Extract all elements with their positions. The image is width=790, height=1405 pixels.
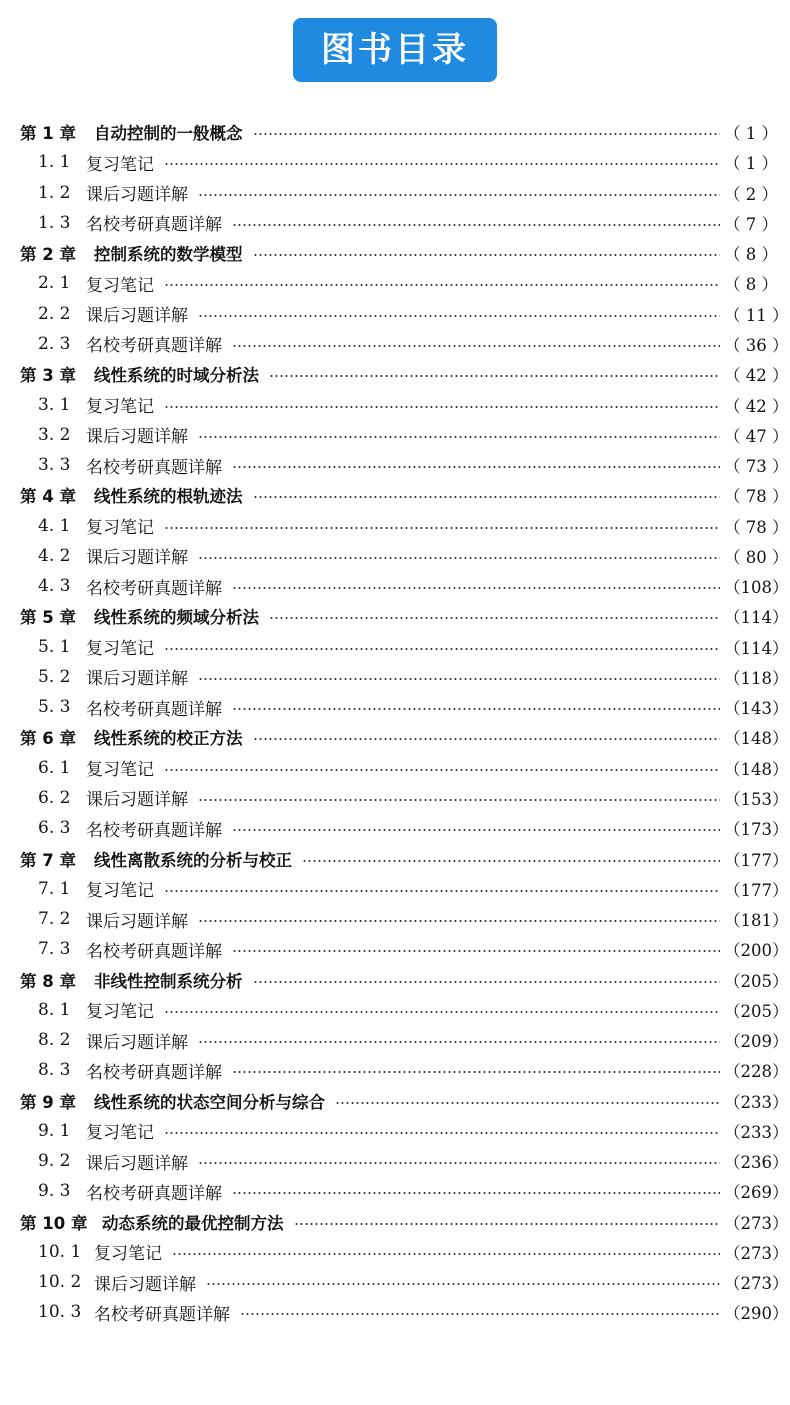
section-title: 课后习题详解 [86, 1032, 188, 1053]
dot-leader [232, 829, 720, 831]
dot-leader [253, 496, 721, 498]
dot-leader [232, 1192, 720, 1194]
dot-leader [172, 1253, 720, 1255]
section-number: 4. 1 [38, 515, 71, 536]
dot-leader [269, 617, 720, 619]
chapter-number: 第 7 章 [20, 850, 76, 870]
page-number: （177） [724, 880, 789, 900]
section-title: 复习笔记 [86, 881, 154, 902]
section-number: 3. 3 [38, 455, 71, 476]
section-number: 6. 3 [38, 818, 71, 839]
section-title: 复习笔记 [86, 397, 154, 418]
section-number: 1. 3 [38, 212, 71, 233]
dot-leader [164, 890, 720, 892]
page-number: （ 80 ） [724, 547, 789, 567]
toc-section-9-2[interactable] [20, 1146, 789, 1176]
chapter-number: 第 8 章 [20, 971, 76, 991]
chapter-title: 线性离散系统的分析与校正 [94, 850, 292, 870]
chapter-title: 线性系统的频域分析法 [94, 608, 259, 628]
page-title: 图书目录 [293, 18, 497, 82]
title-wrap [0, 18, 790, 82]
section-title: 课后习题详解 [86, 548, 188, 569]
page-number: （ 8 ） [724, 245, 778, 265]
dot-leader [198, 436, 720, 438]
dot-leader [269, 375, 720, 377]
chapter-number: 第 5 章 [20, 608, 76, 628]
section-number: 7. 3 [38, 939, 71, 960]
section-title: 复习笔记 [86, 275, 154, 296]
section-number: 5. 2 [38, 666, 71, 687]
chapter-title: 线性系统的校正方法 [94, 729, 243, 749]
section-number: 7. 2 [38, 909, 71, 930]
page-number: （273） [724, 1243, 789, 1263]
section-title: 名校考研真题详解 [86, 457, 222, 478]
section-number: 10. 2 [38, 1272, 82, 1293]
section-number: 1. 1 [38, 152, 71, 173]
page-number: （143） [724, 699, 789, 719]
section-title: 复习笔记 [86, 518, 154, 539]
page-number: （228） [724, 1062, 789, 1082]
toc-section-7-3[interactable] [20, 934, 789, 964]
page-number: （ 2 ） [724, 184, 778, 204]
page-number: （108） [724, 578, 789, 598]
chapter-title: 控制系统的数学模型 [94, 245, 243, 265]
toc-chapter-3[interactable] [20, 359, 789, 389]
page-number: （ 78 ） [724, 487, 789, 507]
page-number: （ 1 ） [724, 124, 778, 144]
chapter-title: 非线性控制系统分析 [94, 971, 243, 991]
toc-section-3-3[interactable] [20, 450, 789, 480]
toc-section-3-2[interactable] [20, 420, 789, 450]
chapter-title: 自动控制的一般概念 [94, 124, 243, 144]
section-number: 2. 2 [38, 303, 71, 324]
section-title: 复习笔记 [86, 760, 154, 781]
toc-chapter-1[interactable] [20, 117, 778, 147]
section-number: 10. 1 [38, 1241, 82, 1262]
section-number: 4. 2 [38, 545, 71, 566]
toc-section-4-1[interactable] [20, 510, 789, 540]
dot-leader [198, 1162, 720, 1164]
toc-section-2-3[interactable] [20, 329, 789, 359]
section-number: 10. 3 [38, 1302, 82, 1323]
dot-leader [198, 799, 720, 801]
toc-section-4-2[interactable] [20, 541, 789, 571]
chapter-title: 线性系统的根轨迹法 [94, 487, 243, 507]
page-number: （ 36 ） [724, 335, 789, 355]
section-title: 名校考研真题详解 [94, 1304, 230, 1325]
section-number: 9. 1 [38, 1120, 71, 1141]
toc-section-10-3[interactable] [20, 1297, 789, 1327]
toc-section-4-3[interactable] [20, 571, 789, 601]
toc-section-1-3[interactable] [20, 208, 778, 238]
page-number: （290） [724, 1304, 789, 1324]
dot-leader [240, 1313, 720, 1315]
toc-section-3-1[interactable] [20, 389, 789, 419]
page-number: （200） [724, 941, 789, 961]
dot-leader [164, 769, 720, 771]
section-title: 课后习题详解 [86, 185, 188, 206]
dot-leader [232, 587, 720, 589]
dot-leader [232, 345, 720, 347]
chapter-number: 第 4 章 [20, 487, 76, 507]
section-number: 5. 1 [38, 636, 71, 657]
dot-leader [294, 1223, 721, 1225]
page-number: （236） [724, 1153, 789, 1173]
page-number: （ 42 ） [724, 396, 789, 416]
page-number: （ 73 ） [724, 457, 789, 477]
section-title: 复习笔记 [86, 639, 154, 660]
table-of-contents [20, 117, 789, 1328]
page-number: （209） [724, 1032, 789, 1052]
toc-chapter-8[interactable] [20, 964, 789, 994]
section-title: 名校考研真题详解 [86, 941, 222, 962]
dot-leader [302, 860, 720, 862]
section-title: 课后习题详解 [86, 911, 188, 932]
page-number: （ 42 ） [724, 366, 789, 386]
section-title: 课后习题详解 [86, 669, 188, 690]
page-number: （205） [724, 1001, 789, 1021]
chapter-title: 线性系统的时域分析法 [94, 366, 259, 386]
toc-section-6-1[interactable] [20, 753, 789, 783]
toc-section-8-3[interactable] [20, 1055, 789, 1085]
toc-section-5-2[interactable] [20, 662, 789, 692]
page-number: （273） [724, 1274, 789, 1294]
page-number: （ 47 ） [724, 426, 789, 446]
dot-leader [164, 648, 720, 650]
section-title: 名校考研真题详解 [86, 215, 222, 236]
page-number: （181） [724, 911, 789, 931]
toc-chapter-4[interactable] [20, 480, 789, 510]
dot-leader [232, 1071, 720, 1073]
page-number: （148） [724, 729, 789, 749]
toc-section-2-2[interactable] [20, 299, 789, 329]
section-number: 4. 3 [38, 576, 71, 597]
toc-section-8-2[interactable] [20, 1025, 789, 1055]
toc-chapter-5[interactable] [20, 601, 789, 631]
section-title: 课后习题详解 [94, 1274, 196, 1295]
dot-leader [253, 981, 721, 983]
section-number: 3. 1 [38, 394, 71, 415]
page-number: （118） [724, 668, 789, 688]
section-number: 6. 1 [38, 757, 71, 778]
dot-leader [253, 133, 721, 135]
dot-leader [253, 738, 721, 740]
toc-section-9-3[interactable] [20, 1176, 789, 1206]
page-number: （153） [724, 789, 789, 809]
page-number: （ 78 ） [724, 517, 789, 537]
dot-leader [164, 527, 720, 529]
section-title: 复习笔记 [94, 1244, 162, 1265]
chapter-number: 第 10 章 [20, 1213, 88, 1233]
chapter-title: 动态系统的最优控制方法 [102, 1213, 284, 1233]
page-number: （177） [724, 850, 789, 870]
page-number: （233） [724, 1122, 789, 1142]
dot-leader [198, 557, 720, 559]
chapter-title: 线性系统的状态空间分析与综合 [94, 1092, 325, 1112]
section-number: 8. 2 [38, 1030, 71, 1051]
section-number: 2. 1 [38, 273, 71, 294]
page-number: （148） [724, 759, 789, 779]
dot-leader [198, 1041, 720, 1043]
section-number: 1. 2 [38, 182, 71, 203]
dot-leader [232, 466, 720, 468]
toc-chapter-2[interactable] [20, 238, 778, 268]
dot-leader [164, 406, 720, 408]
page-number: （ 8 ） [724, 275, 778, 295]
chapter-number: 第 2 章 [20, 245, 76, 265]
toc-section-10-2[interactable] [20, 1267, 789, 1297]
dot-leader [198, 678, 720, 680]
page-number: （205） [724, 971, 789, 991]
page-number: （ 1 ） [724, 154, 778, 174]
page-number: （ 11 ） [724, 305, 789, 325]
toc-section-10-1[interactable] [20, 1237, 789, 1267]
chapter-number: 第 9 章 [20, 1092, 76, 1112]
section-number: 3. 2 [38, 424, 71, 445]
page-number: （233） [724, 1092, 789, 1112]
section-title: 复习笔记 [86, 154, 154, 175]
chapter-number: 第 1 章 [20, 124, 76, 144]
section-number: 9. 3 [38, 1181, 71, 1202]
section-title: 课后习题详解 [86, 790, 188, 811]
section-number: 8. 3 [38, 1060, 71, 1081]
toc-chapter-7[interactable] [20, 843, 789, 873]
dot-leader [206, 1283, 720, 1285]
section-title: 复习笔记 [86, 1123, 154, 1144]
toc-section-6-3[interactable] [20, 813, 789, 843]
section-number: 5. 3 [38, 697, 71, 718]
section-title: 课后习题详解 [86, 1153, 188, 1174]
dot-leader [232, 950, 720, 952]
toc-section-1-2[interactable] [20, 178, 778, 208]
dot-leader [164, 284, 720, 286]
section-number: 7. 1 [38, 878, 71, 899]
section-title: 名校考研真题详解 [86, 820, 222, 841]
dot-leader [198, 194, 720, 196]
page-number: （114） [724, 638, 789, 658]
section-number: 8. 1 [38, 999, 71, 1020]
toc-section-6-2[interactable] [20, 783, 789, 813]
section-number: 9. 2 [38, 1151, 71, 1172]
dot-leader [253, 254, 721, 256]
dot-leader [335, 1102, 720, 1104]
dot-leader [232, 224, 720, 226]
section-title: 课后习题详解 [86, 427, 188, 448]
section-title: 名校考研真题详解 [86, 336, 222, 357]
section-title: 课后习题详解 [86, 306, 188, 327]
toc-section-5-1[interactable] [20, 632, 789, 662]
dot-leader [198, 920, 720, 922]
dot-leader [164, 1011, 720, 1013]
toc-section-5-3[interactable] [20, 692, 789, 722]
dot-leader [164, 1132, 720, 1134]
toc-section-8-1[interactable] [20, 995, 789, 1025]
section-number: 6. 2 [38, 787, 71, 808]
page-number: （173） [724, 820, 789, 840]
toc-section-1-1[interactable] [20, 147, 778, 177]
toc-chapter-6[interactable] [20, 722, 789, 752]
toc-chapter-10[interactable] [20, 1207, 789, 1237]
page-number: （273） [724, 1213, 789, 1233]
section-title: 复习笔记 [86, 1002, 154, 1023]
section-number: 2. 3 [38, 333, 71, 354]
section-title: 名校考研真题详解 [86, 1183, 222, 1204]
page-number: （269） [724, 1183, 789, 1203]
toc-chapter-9[interactable] [20, 1086, 789, 1116]
dot-leader [198, 315, 720, 317]
section-title: 名校考研真题详解 [86, 1062, 222, 1083]
toc-section-7-2[interactable] [20, 904, 789, 934]
chapter-number: 第 3 章 [20, 366, 76, 386]
section-title: 名校考研真题详解 [86, 699, 222, 720]
toc-section-9-1[interactable] [20, 1116, 789, 1146]
page-number: （ 7 ） [724, 214, 778, 234]
page-number: （114） [724, 608, 789, 628]
toc-section-7-1[interactable] [20, 874, 789, 904]
section-title: 名校考研真题详解 [86, 578, 222, 599]
dot-leader [232, 708, 720, 710]
dot-leader [164, 163, 720, 165]
chapter-number: 第 6 章 [20, 729, 76, 749]
toc-section-2-1[interactable] [20, 268, 778, 298]
